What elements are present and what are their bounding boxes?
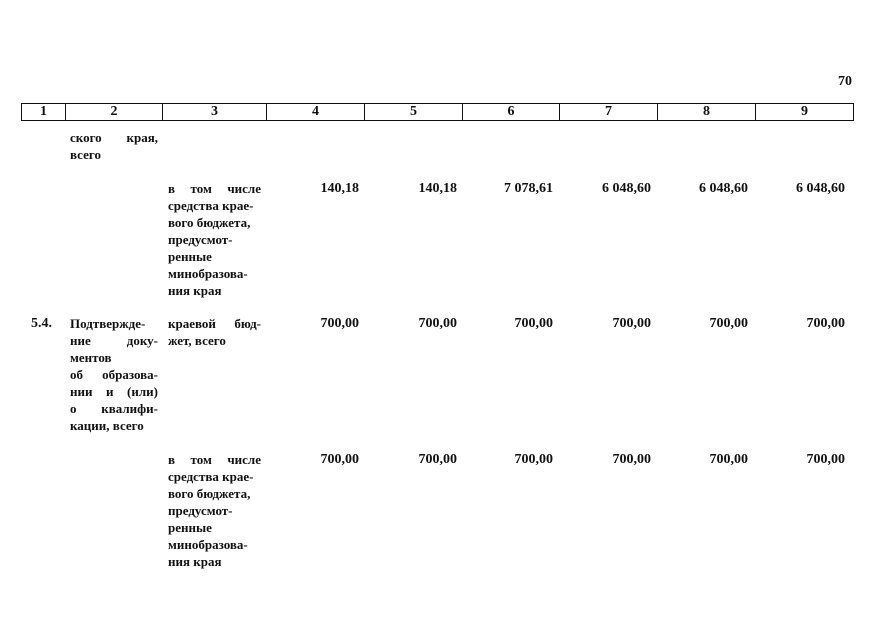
value-cell-col-8: 700,00 <box>709 452 748 467</box>
header-col-7: 7 <box>560 104 658 121</box>
row-number: 5.4. <box>31 316 52 331</box>
indicator-name-line <box>70 366 158 383</box>
funding-source-line <box>168 180 261 197</box>
header-col-6: 6 <box>463 104 560 121</box>
funding-source-cell <box>168 180 261 299</box>
indicator-name-cell <box>70 129 158 163</box>
funding-source-line <box>168 502 261 519</box>
funding-source-line <box>168 468 261 485</box>
funding-source-word: ния края <box>168 283 222 298</box>
indicator-name-cell <box>70 315 158 434</box>
value-cell-col-6: 700,00 <box>514 316 553 331</box>
funding-source-word: бюд- <box>234 316 261 331</box>
indicator-name-word: края, <box>126 130 158 145</box>
funding-source-line <box>168 315 261 332</box>
value-cell-col-5: 140,18 <box>418 181 457 196</box>
indicator-name-word: образова- <box>102 367 158 382</box>
indicator-name-line <box>70 129 158 146</box>
value-cell-col-9: 700,00 <box>806 452 845 467</box>
funding-source-word: краевой <box>168 316 216 331</box>
indicator-name-word: кации, всего <box>70 418 144 433</box>
header-row <box>22 104 854 121</box>
header-col-3: 3 <box>163 104 267 121</box>
funding-source-word: в <box>168 452 176 467</box>
value-cell-col-6: 7 078,61 <box>504 181 553 196</box>
indicator-name-word: доку- <box>126 333 158 348</box>
indicator-name-word: ского <box>70 130 102 145</box>
funding-source-line <box>168 332 261 349</box>
value-cell-col-7: 700,00 <box>612 452 651 467</box>
indicator-name-line <box>70 315 158 332</box>
funding-source-line <box>168 197 261 214</box>
value-cell-col-5: 700,00 <box>418 316 457 331</box>
indicator-name-word: квалифи- <box>101 401 158 416</box>
header-col-5: 5 <box>365 104 463 121</box>
funding-source-word: ренные <box>168 249 212 264</box>
indicator-name-word: об <box>70 367 83 382</box>
indicator-name-word: ментов <box>70 350 112 365</box>
funding-source-word: минобразова- <box>168 266 248 281</box>
funding-source-cell <box>168 451 261 570</box>
header-col-2: 2 <box>66 104 163 121</box>
funding-source-cell <box>168 315 261 349</box>
funding-source-word: жет, всего <box>168 333 226 348</box>
funding-source-line <box>168 536 261 553</box>
value-cell-col-8: 700,00 <box>709 316 748 331</box>
funding-source-word: том <box>190 452 212 467</box>
value-cell-col-7: 700,00 <box>612 316 651 331</box>
funding-source-line <box>168 248 261 265</box>
header-col-1: 1 <box>22 104 66 121</box>
indicator-name-word: Подтвержде- <box>70 316 146 331</box>
indicator-name-line <box>70 400 158 417</box>
funding-source-line <box>168 265 261 282</box>
value-cell-col-6: 700,00 <box>514 452 553 467</box>
value-cell-col-4: 700,00 <box>320 316 359 331</box>
indicator-name-word: нии <box>70 384 93 399</box>
value-cell-col-4: 700,00 <box>320 452 359 467</box>
indicator-name-line <box>70 417 158 434</box>
funding-source-word: в <box>168 181 176 196</box>
page-number: 70 <box>838 74 852 89</box>
funding-source-line <box>168 451 261 468</box>
funding-source-word: ния края <box>168 554 222 569</box>
funding-source-word: предусмот- <box>168 232 233 247</box>
funding-source-line <box>168 282 261 299</box>
indicator-name-word: всего <box>70 147 101 162</box>
funding-source-line <box>168 231 261 248</box>
funding-source-word: числе <box>227 452 261 467</box>
header-col-4: 4 <box>267 104 365 121</box>
indicator-name-word: ние <box>70 333 91 348</box>
value-cell-col-9: 6 048,60 <box>796 181 845 196</box>
funding-source-word: вого бюджета, <box>168 215 251 230</box>
funding-source-word: том <box>190 181 212 196</box>
funding-source-word: ренные <box>168 520 212 535</box>
value-cell-col-5: 700,00 <box>418 452 457 467</box>
column-number-header <box>21 103 854 121</box>
funding-source-word: вого бюджета, <box>168 486 251 501</box>
indicator-name-line <box>70 332 158 349</box>
funding-source-word: числе <box>227 181 261 196</box>
funding-source-line <box>168 519 261 536</box>
funding-source-word: минобразова- <box>168 537 248 552</box>
indicator-name-word: (или) <box>127 384 158 399</box>
funding-source-word: средства крае- <box>168 469 254 484</box>
indicator-name-word: о <box>70 401 77 416</box>
indicator-name-word: и <box>106 384 114 399</box>
funding-source-line <box>168 485 261 502</box>
header-col-9: 9 <box>756 104 854 121</box>
funding-source-word: предусмот- <box>168 503 233 518</box>
indicator-name-line <box>70 349 158 366</box>
funding-source-line <box>168 553 261 570</box>
value-cell-col-4: 140,18 <box>320 181 359 196</box>
value-cell-col-9: 700,00 <box>806 316 845 331</box>
funding-source-line <box>168 214 261 231</box>
header-col-8: 8 <box>658 104 756 121</box>
value-cell-col-7: 6 048,60 <box>602 181 651 196</box>
indicator-name-line <box>70 146 158 163</box>
funding-source-word: средства крае- <box>168 198 254 213</box>
indicator-name-line <box>70 383 158 400</box>
value-cell-col-8: 6 048,60 <box>699 181 748 196</box>
